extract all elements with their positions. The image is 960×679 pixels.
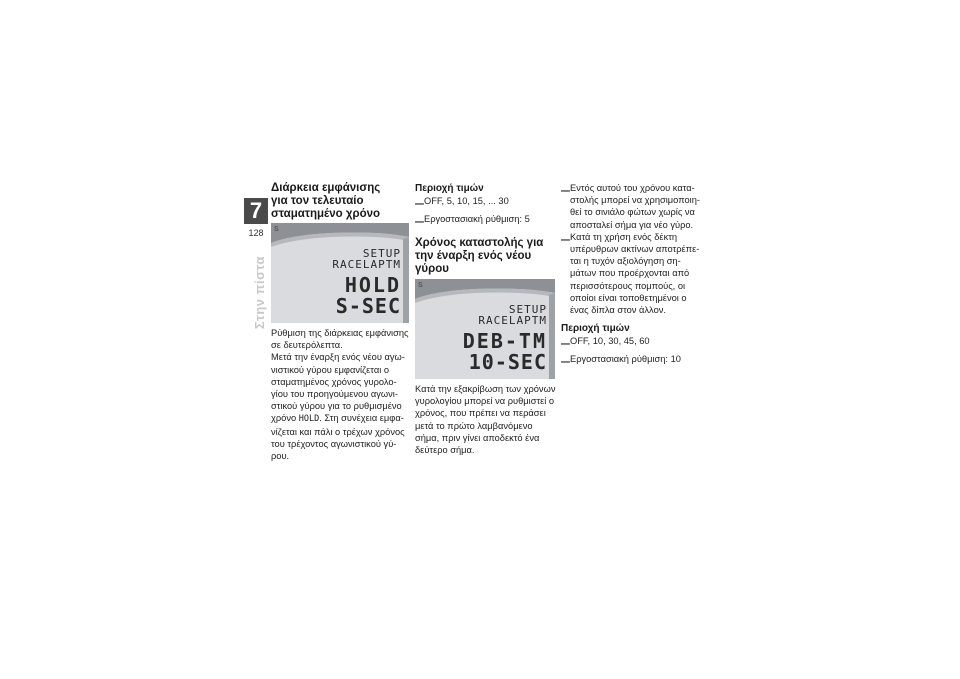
list-item: – OFF, 5, 10, 15, ... 30 <box>415 195 509 212</box>
paragraph-debounce-explanation: Κατά την εξακρίβωση των χρόνων γυρολογίου μπορεί να ρυθμιστεί ο χρόνος, που πρέπει να περάσει μετά το πρώτο λαμβανόμενο σήμα, πριν γίνει αποδεκτό ένα δεύτερο σήμα. <box>415 384 556 456</box>
display-line-value: S-SEC <box>335 294 401 318</box>
range-title: Περιοχή τιμών <box>561 323 630 335</box>
list-item: – OFF, 10, 30, 45, 60 <box>561 335 650 353</box>
display-line-setup: SETUP <box>362 247 401 260</box>
display-line-racelaptm: RACELAPTM <box>478 314 547 327</box>
display-mode-mark: S <box>418 282 423 289</box>
chapter-number: 7 <box>244 198 268 224</box>
display-line-value: 10-SEC <box>468 350 547 374</box>
list-item: – Εντός αυτού του χρόνου κατα-στολής μπορεί να χρησιμοποιη-θεί το σινιάλο φώτων χωρίς να αποσταλεί σήμα για νέο γύρο. <box>561 182 700 230</box>
inline-code-hold: HOLD <box>298 414 320 425</box>
column-3 <box>561 182 706 371</box>
range-title: Περιοχή τιμών <box>415 183 484 194</box>
lcd-display-hold <box>271 223 409 323</box>
lcd-display-debounce <box>415 279 555 379</box>
section-heading-debounce: Χρόνος καταστολής για την έναρξη ενός νέου γύρου <box>415 237 544 275</box>
display-mode-mark: S <box>274 226 279 233</box>
chapter-title-vertical: Στην πίστα <box>252 256 267 330</box>
column-2 <box>415 182 557 456</box>
column-1 <box>271 182 411 462</box>
display-line-hold: HOLD <box>344 273 401 297</box>
list-item: – Εργοστασιακή ρύθμιση: 5 <box>415 213 530 230</box>
paragraph-hold-explanation: Μετά την έναρξη ενός νέου αγω-νιστικού γύρου εμφανίζεται ο σταματημένος χρόνος γυρολο-γίου του προηγούμενου αγωνι-στικού γύρου για το ρυθμισμένο χρόνο HOLD. Στη συνέχεια εμφα-νίζεται και πάλι ο τρέχων χρόνος του τρέχοντος αγωνιστικού γύ-ρου. <box>271 352 405 462</box>
display-line-racelaptm: RACELAPTM <box>332 258 401 271</box>
display-line-debounce: DEB-TM <box>462 329 547 353</box>
page-number: 128 <box>248 228 264 238</box>
list-item: – Εργοστασιακή ρύθμιση: 10 <box>561 353 681 371</box>
paragraph-setting: Ρύθμιση της διάρκειας εμφάνισης σε δευτερόλεπτα. <box>271 328 409 351</box>
list-item: – Κατά τη χρήση ενός δέκτη υπέρυθρων ακτίνων αποτρέπε-ται η τυχόν αξιολόγηση ση-μάτων που προέρχονται από περισσότερους πομπούς, οι οποίοι είναι τοποθετημένοι ο ένας δίπλα στον άλλον. <box>561 230 700 316</box>
section-heading-hold-duration: Διάρκεια εμφάνισης για τον τελευταίο σταματημένο χρόνο <box>271 182 381 220</box>
display-line-setup: SETUP <box>508 303 547 316</box>
